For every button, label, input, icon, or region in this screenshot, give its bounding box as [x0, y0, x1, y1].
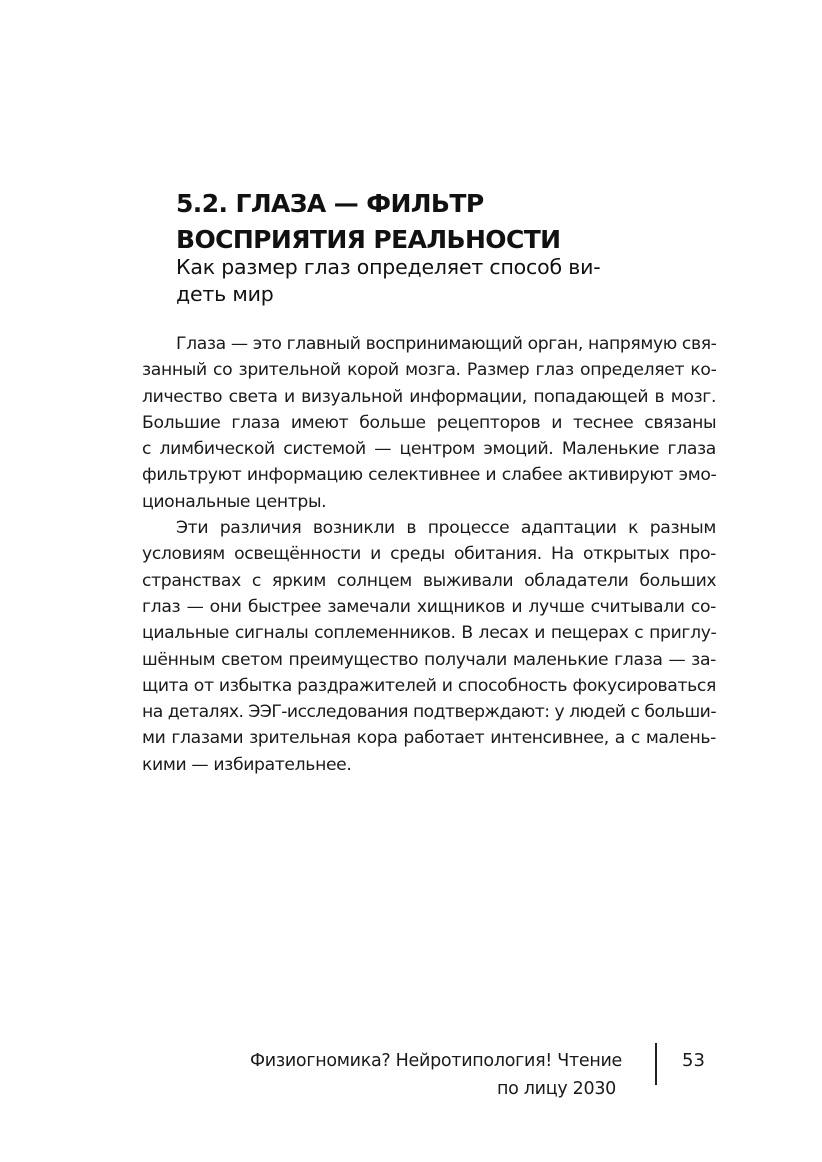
text-line: глаз — они быстрее замечали хищников и лучше считывали со-: [142, 596, 716, 617]
text-line: кими — избирательнее.: [142, 754, 352, 775]
chapter-title-line: ВОСПРИЯТИЯ РЕАЛЬНОСТИ: [176, 225, 561, 254]
chapter-subtitle-line: Как размер глаз определяет способ ви-: [176, 255, 601, 279]
text-line: на деталях. ЭЭГ-исследования подтверждают: у людей с больши-: [142, 702, 716, 723]
chapter-subtitle-line: деть мир: [176, 282, 274, 306]
text-line: фильтруют информацию селективнее и слабее активируют эмо-: [142, 465, 717, 486]
text-line: условиям освещённости и среды обитания. На открытых про-: [142, 544, 716, 565]
paragraph-1: [142, 331, 716, 515]
text-line: щита от избытка раздражителей и способность фокусироваться: [142, 675, 716, 696]
text-line: Глаза — это главный воспринимающий орган, напрямую свя-: [176, 334, 717, 354]
text-line: с лимбической системой — центром эмоций. Маленькие глаза: [142, 439, 716, 460]
footer-title-line: по лицу 2030: [496, 1079, 616, 1099]
paragraph-2: [142, 515, 716, 778]
text-line: занный со зрительной корой мозга. Размер глаз определяет ко-: [142, 360, 717, 381]
chapter-title: [176, 186, 560, 258]
chapter-subtitle: [176, 254, 600, 308]
running-footer-book-title: [250, 1047, 623, 1103]
footer-divider: [655, 1043, 657, 1085]
text-line: Эти различия возникли в процессе адаптации к разным: [176, 518, 716, 539]
text-line: Большие глаза имеют больше рецепторов и теснее связаны: [142, 412, 717, 433]
text-line: циональные центры.: [142, 491, 327, 512]
text-line: циальные сигналы соплеменников. В лесах и пещерах с приглу-: [142, 623, 717, 644]
text-line: личество света и визуальной информации, попадающей в мозг.: [142, 386, 717, 407]
chapter-title-line: 5.2. ГЛАЗА — ФИЛЬТР: [176, 189, 484, 218]
text-line: шённым светом преимущество получали маленькие глаза — за-: [142, 649, 716, 670]
footer-title-line: Физиогномика? Нейротипология! Чтение: [250, 1051, 623, 1071]
text-line: странствах с ярким солнцем выживали обладатели больших: [142, 570, 717, 591]
text-line: ми глазами зрительная кора работает интенсивнее, а с малень-: [142, 728, 716, 749]
page-number: 53: [682, 1050, 705, 1071]
body-text: [142, 331, 716, 778]
